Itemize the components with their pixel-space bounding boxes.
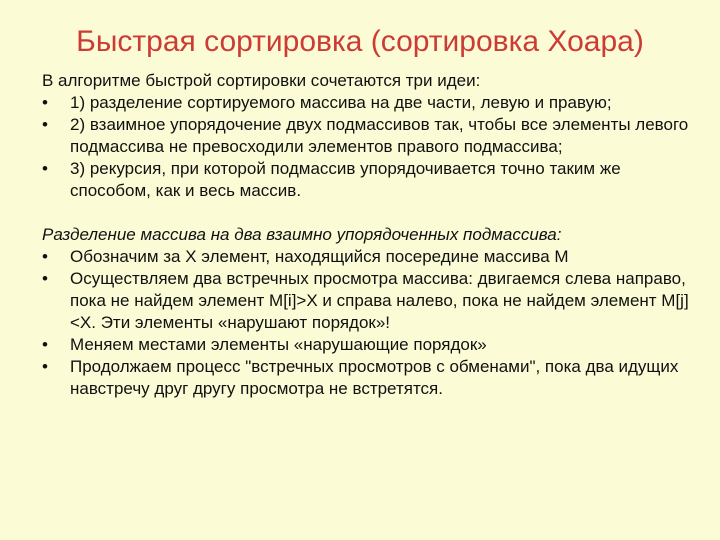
section1-intro: В алгоритме быстрой сортировки сочетаются три идеи: — [42, 71, 481, 90]
spacer — [42, 202, 692, 224]
bullet-icon: • — [42, 93, 48, 112]
bullet-icon: • — [42, 115, 48, 134]
section1-list — [42, 92, 692, 202]
list-item-text: Меняем местами элементы «нарушающие порядок» — [70, 335, 487, 354]
bullet-icon: • — [42, 159, 48, 178]
list-item — [42, 92, 692, 114]
list-item-text: Осуществляем два встречных просмотра массива: двигаемся слева направо, пока не найдем элемент M[i]>X и справа налево, пока не найдем элемент M[j]<X. Эти элементы «нарушают порядок»! — [70, 269, 689, 332]
bullet-icon: • — [42, 247, 48, 266]
list-item — [42, 334, 692, 356]
list-item — [42, 356, 692, 400]
bullet-icon: • — [42, 357, 48, 376]
list-item-text: 1) разделение сортируемого массива на две части, левую и правую; — [70, 93, 612, 112]
list-item — [42, 268, 692, 334]
list-item — [42, 158, 692, 202]
slide-title: Быстрая сортировка (сортировка Хоара) — [76, 25, 644, 58]
list-item-text: 2) взаимное упорядочение двух подмассивов так, чтобы все элементы левого подмассива не превосходили элементов правого подмассива; — [70, 115, 689, 156]
list-item-text: 3) рекурсия, при которой подмассив упорядочивается точно таким же способом, как и весь массив. — [70, 159, 621, 200]
bullet-icon: • — [42, 335, 48, 354]
bullet-icon: • — [42, 269, 48, 288]
list-item-text: Продолжаем процесс "встречных просмотров с обменами", пока два идущих навстречу друг другу просмотра не встретятся. — [70, 357, 679, 398]
list-item-text: Обозначим за X элемент, находящийся посередине массива M — [70, 247, 569, 266]
list-item — [42, 246, 692, 268]
list-item — [42, 114, 692, 158]
section2-heading: Разделение массива на два взаимно упорядоченных подмассива: — [42, 225, 562, 244]
section2-list — [42, 246, 692, 400]
slide-content — [42, 70, 692, 400]
